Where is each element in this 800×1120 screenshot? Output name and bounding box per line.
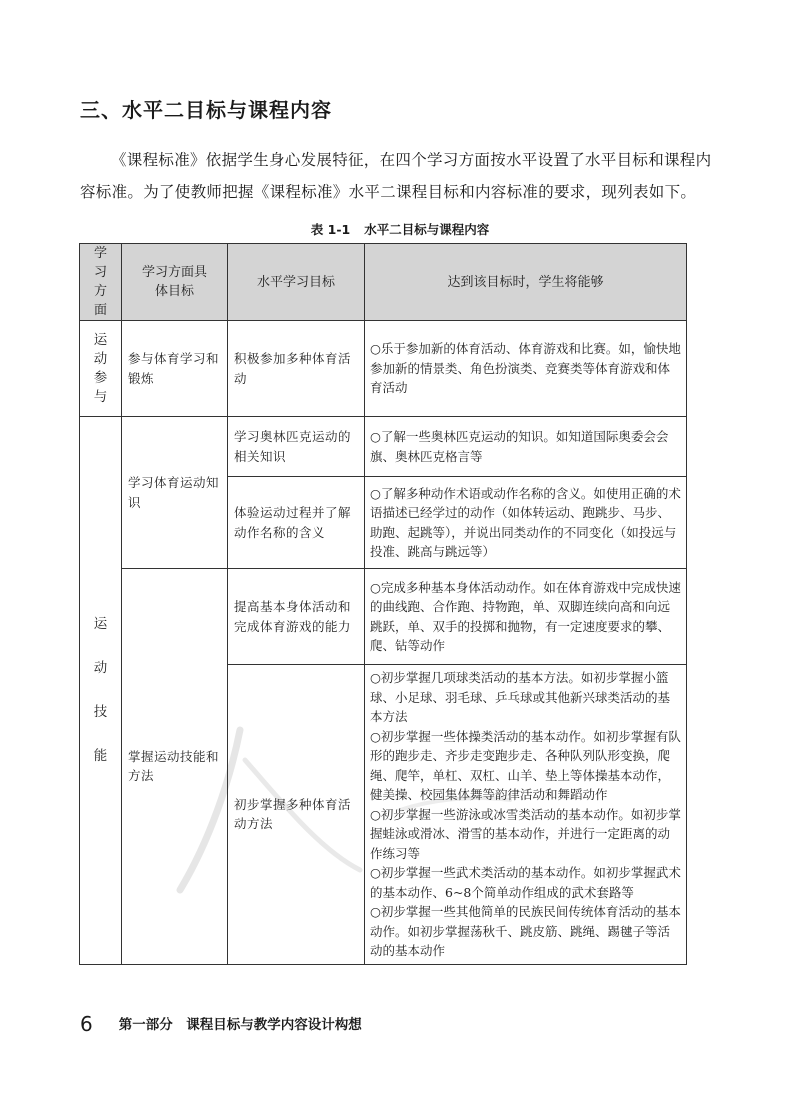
outcome-methods bbox=[365, 665, 687, 965]
area-skills: 运动技能 bbox=[80, 417, 122, 965]
header-outcome: 达到该目标时，学生将能够 bbox=[365, 244, 687, 321]
intro-paragraph: 《课程标准》依据学生身心发展特征，在四个学习方面按水平设置了水平目标和课程内容标准。为了使教师把握《课程标准》水平二课程目标和内容标准的要求，现列表如下。 bbox=[80, 151, 712, 201]
goals-table bbox=[79, 243, 687, 965]
outcome-gymnastics: ○初步掌握一些体操类活动的基本动作。如初步掌握有队形的跑步走、齐步走变跑步走、各种队列队形变换，爬绳、爬竿，单杠、双杠、山羊、垫上等体操基本动作，健美操、校园集体舞等韵律活动和舞蹈动作 bbox=[370, 728, 681, 802]
goal-terms: 体验运动过程并了解动作名称的含义 bbox=[228, 477, 365, 569]
table-row bbox=[80, 321, 687, 417]
specific-participation: 参与体育学习和锻炼 bbox=[122, 321, 228, 417]
footer-text: 第一部分 课程目标与教学内容设计构想 bbox=[118, 1017, 362, 1033]
goal-olympic: 学习奥林匹克运动的相关知识 bbox=[228, 417, 365, 477]
goal-participation: 积极参加多种体育活动 bbox=[228, 321, 365, 417]
header-goal: 水平学习目标 bbox=[228, 244, 365, 321]
outcome-terms: ○了解多种动作术语或动作名称的含义。如使用正确的术语描述已经学过的动作（如体转运动、跑跳步、马步、助跑、起跳等），并说出同类动作的不同变化（如投远与投准、跳高与跳远等） bbox=[365, 477, 687, 569]
outcome-folk-sports: ○初步掌握一些其他简单的民族民间传统体育活动的基本动作。如初步掌握荡秋千、跳皮筋、跳绳、踢毽子等活动的基本动作 bbox=[370, 904, 681, 958]
specific-methods: 掌握运动技能和方法 bbox=[122, 569, 228, 965]
outcome-participation: ○乐于参加新的体育活动、体育游戏和比赛。如，愉快地参加新的情景类、角色扮演类、竞赛类等体育游戏和体育活动 bbox=[365, 321, 687, 417]
specific-knowledge: 学习体育运动知识 bbox=[122, 417, 228, 569]
area-participation: 运动参与 bbox=[80, 321, 122, 417]
table-row bbox=[80, 417, 687, 477]
outcome-ball-games: ○初步掌握几项球类活动的基本方法。如初步掌握小篮球、小足球、羽毛球、乒乓球或其他新兴球类活动的基本方法 bbox=[370, 670, 671, 724]
header-area: 学习方面 bbox=[80, 244, 122, 321]
outcome-basic: ○完成多种基本身体活动动作。如在体育游戏中完成快速的曲线跑、合作跑、持物跑，单、双脚连续向高和向远跳跃，单、双手的投掷和抛物，有一定速度要求的攀、爬、钻等动作 bbox=[365, 569, 687, 665]
outcome-swim-snow: ○初步掌握一些游泳或冰雪类活动的基本动作。如初步掌握蛙泳或滑冰、滑雪的基本动作，并进行一定距离的动作练习等 bbox=[370, 806, 681, 861]
goal-methods: 初步掌握多种体育活动方法 bbox=[228, 665, 365, 965]
outcome-wushu: ○初步掌握一些武术类活动的基本动作。如初步掌握武术的基本动作、6~8个简单动作组成的武术套路等 bbox=[370, 865, 681, 900]
table-caption-title: 水平二目标与课程内容 bbox=[364, 222, 490, 237]
goal-basic: 提高基本身体活动和完成体育游戏的能力 bbox=[228, 569, 365, 665]
table-caption-number: 表 1-1 bbox=[310, 222, 351, 237]
page-footer bbox=[80, 1012, 362, 1036]
header-specific: 学习方面具体目标 bbox=[122, 244, 228, 321]
table-header-row bbox=[80, 244, 687, 321]
table-caption bbox=[0, 220, 800, 238]
outcome-olympic: ○了解一些奥林匹克运动的知识。如知道国际奥委会会旗、奥林匹克格言等 bbox=[365, 417, 687, 477]
section-title: 三、水平二目标与课程内容 bbox=[80, 98, 332, 122]
page-number: 6 bbox=[80, 1012, 93, 1036]
table-row bbox=[80, 569, 687, 665]
